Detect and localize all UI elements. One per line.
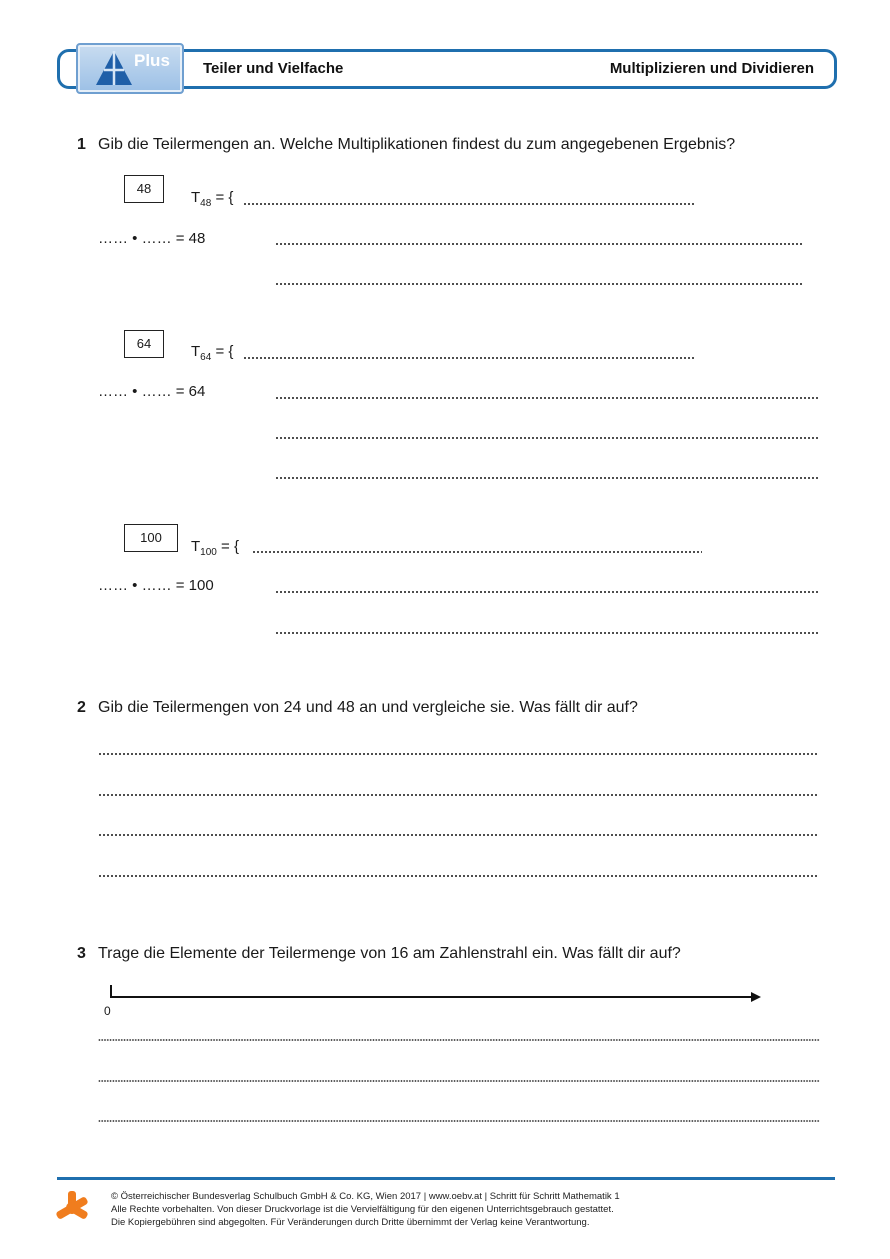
task1-set-64: $T_{64}$ = { <box>191 343 234 363</box>
number-line-arrow <box>751 992 761 1002</box>
task3-number: 3 <box>77 945 86 962</box>
task1-set-48: $T_{48}$ = { <box>191 189 234 209</box>
task1-mult-100: …… • …… = 100 <box>98 577 214 594</box>
answer-line[interactable] <box>275 632 818 634</box>
answer-line[interactable] <box>98 753 818 755</box>
answer-line[interactable] <box>243 203 695 205</box>
task1-mult-48: …… • …… = 48 <box>98 230 206 247</box>
task3-text: Trage die Elemente der Teilermenge von 16 am Zahlenstrahl ein. Was fällt dir auf? <box>98 945 681 962</box>
answer-line[interactable] <box>98 1120 820 1122</box>
answer-line[interactable] <box>98 1039 820 1041</box>
answer-line[interactable] <box>275 437 818 439</box>
header-right-title: Multiplizieren und Dividieren <box>609 60 814 77</box>
answer-line[interactable] <box>98 875 818 877</box>
answer-line[interactable] <box>98 794 818 796</box>
plus-triangle-icon <box>94 49 134 87</box>
task2-number: 2 <box>77 699 86 716</box>
answer-line[interactable] <box>98 834 818 836</box>
task1-text: Gib die Teilermengen an. Welche Multiplikationen findest du zum angegebenen Ergebnis? <box>98 136 736 153</box>
answer-line[interactable] <box>275 283 802 285</box>
answer-line[interactable] <box>252 551 702 553</box>
task1-box-48: 48 <box>124 175 164 203</box>
answer-line[interactable] <box>275 397 818 399</box>
task1-set-100: $T_{100}$ = { <box>191 538 239 558</box>
task1-number: 1 <box>77 136 86 153</box>
footer-line-1: © Österreichischer Bundesverlag Schulbuch GmbH & Co. KG, Wien 2017 | www.oebv.at | Schritt für Schritt Mathematik 1 <box>111 1191 620 1202</box>
footer-rule <box>57 1177 835 1180</box>
answer-line[interactable] <box>98 1080 820 1082</box>
task1-box-100: 100 <box>124 524 178 552</box>
answer-line[interactable] <box>275 243 802 245</box>
number-line[interactable] <box>110 996 753 998</box>
answer-line[interactable] <box>243 357 695 359</box>
task1-mult-64: …… • …… = 64 <box>98 383 206 400</box>
oebv-star-icon <box>54 1190 90 1226</box>
answer-line[interactable] <box>275 477 818 479</box>
header-left-title: Teiler und Vielfache <box>203 60 344 77</box>
footer-line-3: Die Kopiergebühren sind abgegolten. Für Veränderungen durch Dritte übernimmt der Verlag keine Verantwortung. <box>111 1217 590 1228</box>
task2-text: Gib die Teilermengen von 24 und 48 an und vergleiche sie. Was fällt dir auf? <box>98 699 638 716</box>
footer-line-2: Alle Rechte vorbehalten. Von dieser Druckvorlage ist die Vervielfältigung für den eigenen Unterrichtsgebrauch gestattet. <box>111 1204 614 1215</box>
logo-text: Plus <box>134 51 170 70</box>
number-line-zero-label: 0 <box>104 1004 111 1018</box>
answer-line[interactable] <box>275 591 818 593</box>
plus-logo <box>76 43 184 94</box>
task1-box-64: 64 <box>124 330 164 358</box>
footer-text <box>111 1190 620 1229</box>
